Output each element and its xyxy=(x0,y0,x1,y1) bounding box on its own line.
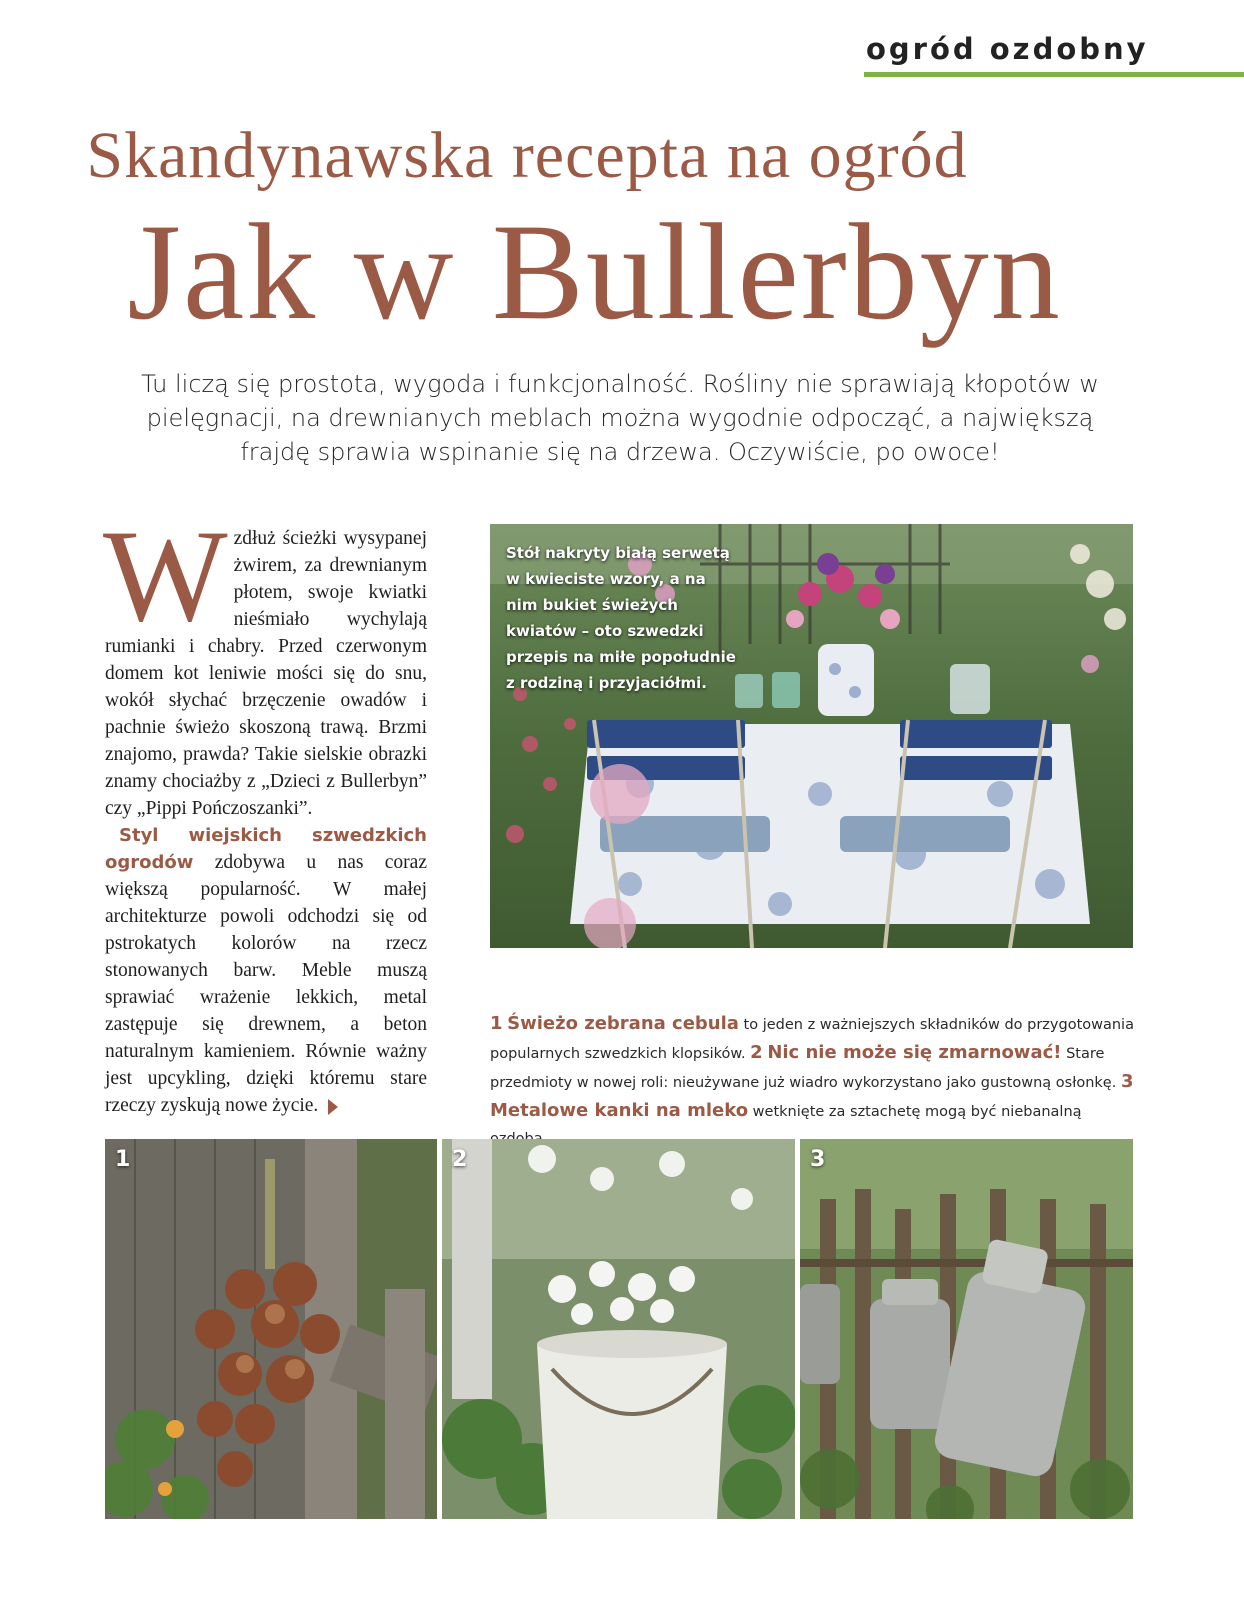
caption-3-number: 3 xyxy=(1120,1071,1134,1092)
article-headline: Jak w Bullerbyn xyxy=(127,195,1062,348)
section-label: ogród ozdobny xyxy=(866,32,1149,66)
caption-1-title: Świeżo zebrana cebula xyxy=(507,1013,739,1034)
main-photo-caption: Stół nakryty białą serwetą w kwieciste wzory, a na nim bukiet świeżych kwiatów – oto szwedzki przepis na miłe popołudnie z rodziną i przyjaciółmi. xyxy=(506,544,736,692)
photo-bucket xyxy=(442,1139,795,1519)
section-tag xyxy=(864,30,1244,77)
photo-captions xyxy=(490,1010,1140,1153)
body-paragraph-2: zdobywa u nas coraz większą popularność. W małej architekturze powoli odchodzi się od pstrokatych kolorów na rzecz stonowanych barw. Meble muszą sprawiać wrażenie lekkich, metal zastępuje się drewnem, a beton naturalnym kamieniem. Równie ważny jest upcykling, dzięki któremu stare rzeczy zyskują nowe życie. xyxy=(105,852,427,1116)
caption-1-text: to jeden z ważniejszych składników do przygotowania popularnych szwedzkich klopsików. xyxy=(490,1017,1134,1062)
drop-cap: W xyxy=(103,502,228,649)
body-paragraph-1: zdłuż ścieżki wysypanej żwirem, za drewnianym płotem, swoje kwiatki nieśmiało wychylają rumianki i chabry. Przed czerwonym domem kot leniwie mości się do snu, wokół słychać brzęczenie owadów i pachnie świeżo skoszoną trawą. Brzmi znajomo, prawda? Takie sielskie obrazki znamy chociażby z „Dzieci z Bullerbyn” czy „Pippi Pończoszanki”. xyxy=(105,528,427,819)
article-kicker: Skandynawska recepta na ogród xyxy=(86,119,968,192)
milk-can-small xyxy=(870,1279,950,1429)
photo-onions xyxy=(105,1139,437,1519)
photo-2-number: 2 xyxy=(452,1147,468,1172)
photo-3-number: 3 xyxy=(810,1147,826,1172)
article-lead: Tu liczą się prostota, wygoda i funkcjonalność. Rośliny nie sprawiają kłopotów w pielęgnacji, na drewnianych meblach można wygodnie odpocząć, a największą frajdę sprawia wspinanie się na drzewa. Oczywiście, po owoce! xyxy=(141,370,1099,466)
milk-cans-image xyxy=(800,1139,1133,1519)
caption-2-title: Nic nie może się zmarnować! xyxy=(767,1042,1062,1063)
continue-arrow-icon xyxy=(328,1099,338,1115)
bucket-image xyxy=(442,1139,795,1519)
photo-1-number: 1 xyxy=(115,1147,131,1172)
photo-milk-cans xyxy=(800,1139,1133,1519)
main-photo-garden-table xyxy=(490,524,1133,948)
caption-1-number: 1 xyxy=(490,1013,503,1034)
article-body xyxy=(103,502,427,1119)
caption-3-title: Metalowe kanki na mleko xyxy=(490,1100,749,1121)
caption-2-number: 2 xyxy=(750,1042,763,1063)
caption-2-text: Stare przedmioty w nowej roli: nieużywane już wiadro wykorzystano jako gustowną osłonkę. xyxy=(490,1046,1121,1091)
onions-image xyxy=(105,1139,437,1519)
caption-3-text: wetknięte za sztachetę mogą być niebanalną xyxy=(752,1104,1082,1120)
body-highlight: Styl wiejskich szwedzkich ogrodów xyxy=(105,825,427,873)
